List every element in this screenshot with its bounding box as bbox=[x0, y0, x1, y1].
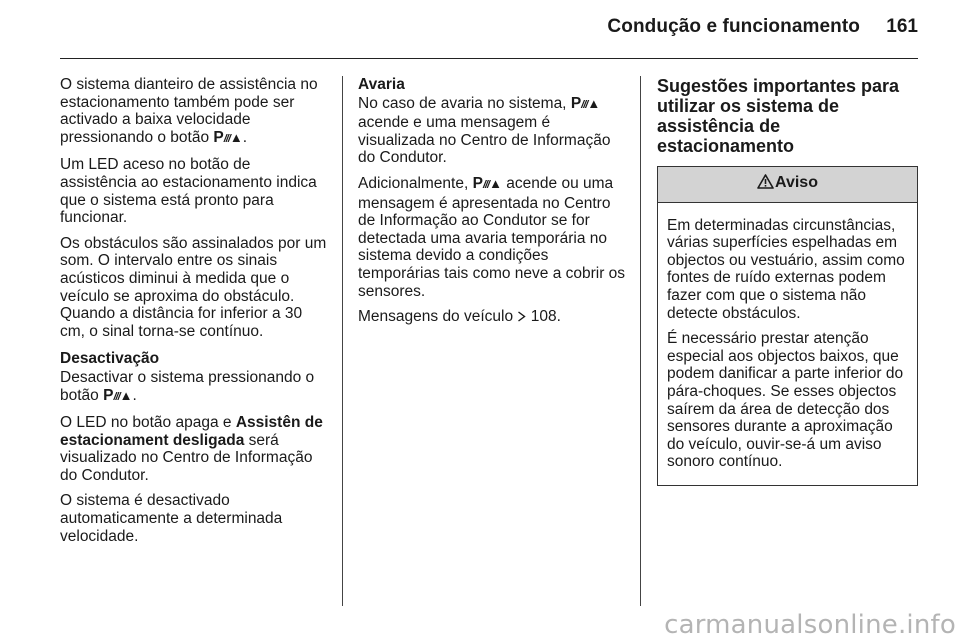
warning-label: Aviso bbox=[775, 174, 818, 191]
warning-body bbox=[658, 203, 917, 485]
column-divider-1 bbox=[342, 76, 343, 606]
parking-assist-icon: P///▲ bbox=[570, 94, 601, 112]
paragraph-deactivate: Desactivar o sistema pressionando o botão P///▲. bbox=[60, 368, 315, 404]
paragraph-auto-deactivate: O sistema é desactivado automaticamente a determinada velocidade. bbox=[60, 492, 283, 545]
parking-assist-icon: P///▲ bbox=[472, 174, 502, 192]
page-number: 161 bbox=[886, 16, 918, 37]
column-divider-2 bbox=[640, 76, 641, 606]
message-text: Assistên de estacionament desligada bbox=[60, 414, 323, 449]
paragraph-fault: No caso de avaria no sistema, P///▲ acende e uma mensagem é visualizada no Centro de Informação do Condutor. bbox=[358, 94, 611, 167]
paragraph-additionally: Adicionalmente, P///▲ acende ou uma mensagem é apresentada no Centro de Informação ao Condutor se for detectada uma avaria temporária no sistema devido a condições temporárias tais como neve a cobrir os sensores. bbox=[358, 174, 626, 300]
page-title: Condução e funcionamento bbox=[607, 16, 860, 37]
warning-triangle-icon bbox=[757, 174, 774, 194]
parking-assist-icon: P///▲ bbox=[213, 128, 243, 146]
paragraph-vehicle-messages: Mensagens do veículo 108. bbox=[358, 308, 561, 326]
warning-header bbox=[658, 167, 917, 203]
column-1 bbox=[60, 76, 328, 553]
heading-tips: Sugestões importantes para utilizar os sistema de assistência de estacionamento bbox=[657, 76, 900, 156]
header-divider bbox=[60, 58, 918, 59]
heading-fault: Avaria bbox=[358, 76, 405, 93]
column-2 bbox=[358, 76, 626, 334]
warning-box bbox=[657, 166, 918, 486]
heading-deactivation: Desactivação bbox=[60, 350, 160, 368]
paragraph-obstacles: Os obstáculos são assinalados por um som. O intervalo entre os sinais acústicos diminui à medida que o veículo se aproxima do obstáculo. Quando a distância for inferior a 30 cm, o sinal torna-se contínuo. bbox=[60, 234, 327, 340]
watermark: carmanualsonline.info bbox=[664, 610, 956, 640]
paragraph-front-assist: O sistema dianteiro de assistência no estacionamento também pode ser activado a baixa velocidade pressionando o botão P///▲. bbox=[60, 76, 318, 146]
parking-assist-icon: P///▲ bbox=[103, 386, 133, 404]
paragraph-led: Um LED aceso no botão de assistência ao estacionamento indica que o sistema está pronto para funcionar. bbox=[60, 156, 317, 227]
column-3 bbox=[657, 76, 919, 486]
warning-paragraph-2: É necessário prestar atenção especial aos objectos baixos, que podem danificar a parte inferior do pára-choques. Se esses objectos saírem da área de detecção dos sensores durante a aproximação do veículo, ouvir-se-á um aviso sonoro contínuo. bbox=[667, 330, 904, 471]
paragraph-led-off: O LED no botão apaga e Assistên de estacionament desligada será visualizado no Centro de Informação do Condutor. bbox=[60, 414, 323, 484]
warning-paragraph-1: Em determinadas circunstâncias, várias superfícies espelhadas em objectos ou vestuário, assim como fontes de ruído externas podem fazer com que o sistema não detecte obstáculos. bbox=[667, 216, 905, 322]
